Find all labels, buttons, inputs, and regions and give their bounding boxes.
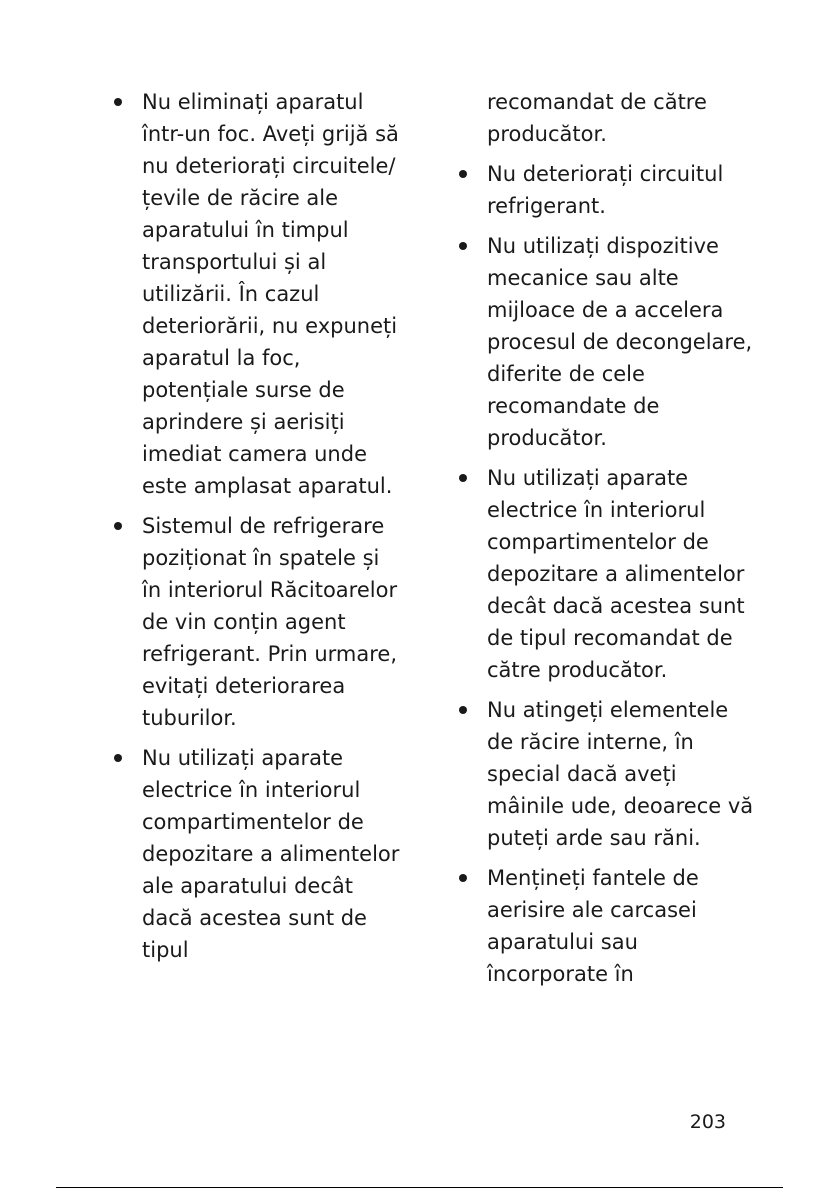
list-item-text: Nu utilizați aparate electrice în interiorul compartimentelor de depozitare a alimentelor ale aparatului decât dacă acestea sunt de tipul [142, 746, 400, 962]
bullet-icon [459, 170, 467, 178]
continued-text: recomandat de către producător. [487, 90, 707, 146]
list-item [110, 742, 400, 966]
list-item-text: Nu utilizați aparate electrice în interiorul compartimentelor de depozitare a alimentelor decât dacă acestea sunt de tipul recomandat de către producător. [487, 466, 745, 682]
page-number: 203 [689, 1111, 726, 1133]
list-item [110, 86, 400, 502]
list-item-text: Nu atingeți elementele de răcire interne, în special dacă aveți mâinile ude, deoarece vă puteți arde sau răni. [487, 698, 754, 850]
left-column [110, 86, 400, 974]
bullet-icon [114, 522, 122, 530]
list-item [455, 462, 755, 686]
bullet-icon [459, 242, 467, 250]
bullet-icon [459, 474, 467, 482]
list-item-text: Sistemul de refrigerare poziționat în spatele și în interiorul Răcitoarelor de vin conțin agent refrigerant. Prin urmare, evitați deteriorarea tuburilor. [142, 514, 398, 730]
footer-divider [56, 1187, 783, 1188]
bullet-icon [114, 754, 122, 762]
list-item [455, 158, 755, 222]
bullet-icon [459, 874, 467, 882]
bullet-icon [459, 706, 467, 714]
list-item-text: Nu deteriorați circuitul refrigerant. [487, 162, 724, 218]
list-item-text: Nu eliminați aparatul într-un foc. Aveți grijă să nu deteriorați circuitele/țevile de răcire ale aparatului în timpul transportului și al utilizării. În cazul deteriorării, nu expuneți aparatul la foc, potențiale surse de aprindere și aerisiți imediat camera unde este amplasat aparatul. [142, 90, 399, 498]
list-item [110, 510, 400, 734]
list-item-text: Mențineți fantele de aerisire ale carcasei aparatului sau încorporate în [487, 866, 699, 986]
bullet-icon [114, 98, 122, 106]
right-bullet-list [455, 158, 755, 990]
list-item [455, 230, 755, 454]
left-bullet-list [110, 86, 400, 966]
right-column [455, 86, 755, 998]
list-item [455, 694, 755, 854]
list-item [455, 862, 755, 990]
list-item-text: Nu utilizați dispozitive mecanice sau alte mijloace de a accelera procesul de decongelare, diferite de cele recomandate de producător. [487, 234, 753, 450]
